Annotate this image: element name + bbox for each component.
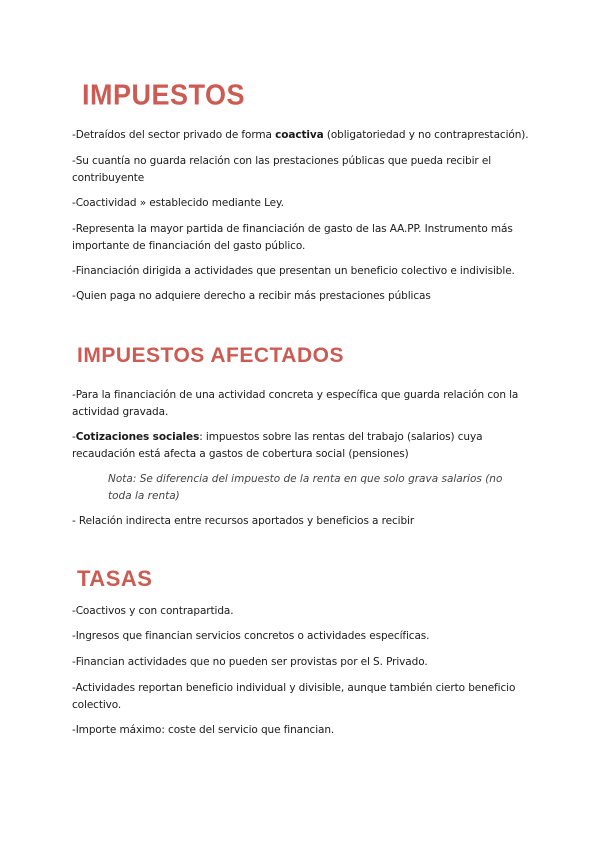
bullet-item: -Financian actividades que no pueden ser provistas por el S. Privado. — [72, 656, 428, 668]
bullet-item: -Ingresos que financian servicios concretos o actividades específicas. — [72, 630, 430, 642]
section-title-tasas: TASAS — [77, 566, 153, 591]
bullet-item: -Coactividad » establecido mediante Ley. — [72, 197, 284, 209]
bullet-item: - Relación indirecta entre recursos aportados y beneficios a recibir — [72, 515, 415, 527]
bullet-item: -Financiación dirigida a actividades que presentan un beneficio colectivo e indivisible. — [72, 265, 515, 277]
bullet-text: : impuestos sobre las rentas del trabajo (salarios) cuya recaudación está afecta a gastos de cobertura social (pensiones) — [72, 431, 483, 460]
bullet-item — [72, 127, 534, 144]
italic-note: Nota: Se diferencia del impuesto de la renta en que solo grava salarios (no toda la renta) — [108, 473, 503, 502]
bullet-item: -Para la financiación de una actividad concreta y específica que guarda relación con la actividad gravada. — [72, 389, 519, 418]
section-title-impuestos: IMPUESTOS — [82, 79, 246, 111]
bullet-text: -Detraídos del sector privado de forma — [72, 129, 276, 141]
bold-term: Cotizaciones sociales — [75, 431, 200, 443]
bold-term: coactiva — [275, 129, 324, 141]
section-title-impuestos-afectados: IMPUESTOS AFECTADOS — [77, 344, 344, 367]
bullet-item: -Actividades reportan beneficio individual y divisible, aunque también cierto beneficio colectivo. — [72, 682, 516, 711]
bullet-item: -Importe máximo: coste del servicio que financian. — [72, 724, 335, 736]
bullet-item: -Quien paga no adquiere derecho a recibir más prestaciones públicas — [72, 290, 431, 302]
bullet-item: -Coactivos y con contrapartida. — [72, 605, 234, 617]
bullet-item — [72, 429, 534, 463]
bullet-text: - — [72, 431, 76, 443]
bullet-item: -Su cuantía no guarda relación con las prestaciones públicas que pueda recibir el contribuyente — [72, 155, 492, 184]
bullet-text: (obligatoriedad y no contraprestación). — [323, 129, 529, 141]
bullet-item: -Representa la mayor partida de financiación de gasto de las AA.PP. Instrumento más importante de financiación del gasto público. — [72, 223, 513, 252]
